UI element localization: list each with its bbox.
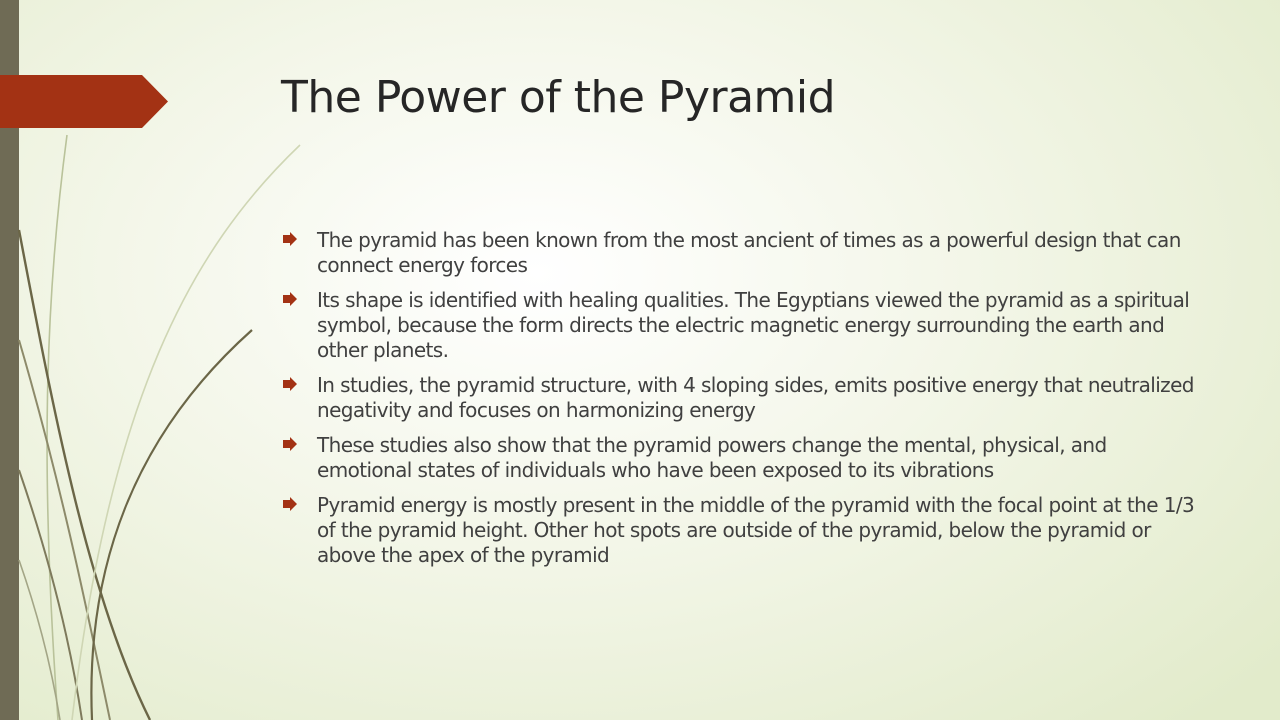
list-item <box>281 493 1201 568</box>
bullet-text: The pyramid has been known from the most ancient of times as a powerful design that can connect energy forces <box>317 228 1181 277</box>
bullet-text: In studies, the pyramid structure, with 4 sloping sides, emits positive energy that neutralized negativity and focuses on harmonizing energy <box>317 373 1194 422</box>
arrow-right-icon <box>283 437 297 451</box>
slide-title: The Power of the Pyramid <box>281 72 836 123</box>
list-item <box>281 433 1201 483</box>
bullet-text: These studies also show that the pyramid powers change the mental, physical, and emotional states of individuals who have been exposed to its vibrations <box>317 433 1107 482</box>
arrow-right-icon <box>283 377 297 391</box>
list-item <box>281 373 1201 423</box>
title-flag <box>0 75 168 128</box>
bullet-list <box>281 228 1201 578</box>
arrow-right-icon <box>283 232 297 246</box>
arrow-right-icon <box>283 497 297 511</box>
list-item <box>281 288 1201 363</box>
list-item <box>281 228 1201 278</box>
arrow-right-icon <box>283 292 297 306</box>
bullet-text: Its shape is identified with healing qualities. The Egyptians viewed the pyramid as a spiritual symbol, because the form directs the electric magnetic energy surrounding the earth and other planets. <box>317 288 1190 362</box>
bullet-text: Pyramid energy is mostly present in the middle of the pyramid with the focal point at the 1/3 of the pyramid height. Other hot spots are outside of the pyramid, below the pyramid or above the apex of the pyramid <box>317 493 1195 567</box>
